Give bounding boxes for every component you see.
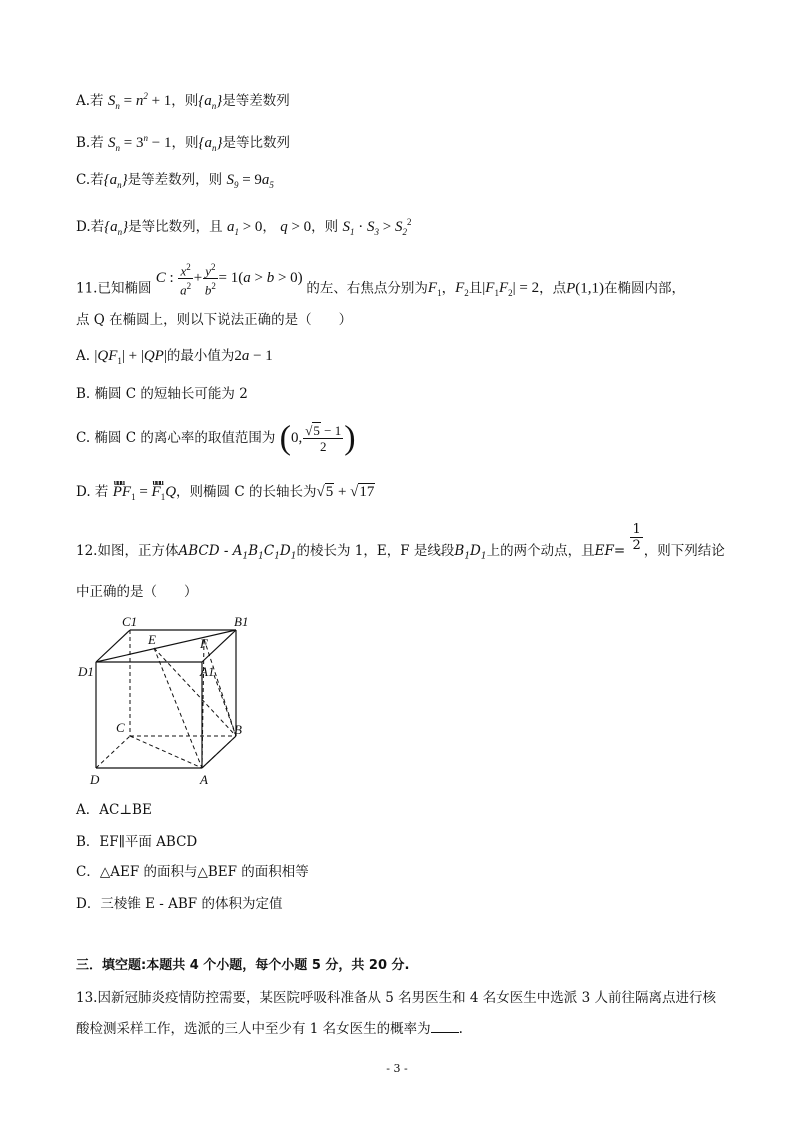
label-b1: B1	[234, 614, 249, 629]
answer-blank	[431, 1018, 459, 1033]
q11-option-d: D. 若 uuu $PF_1$ = uuu $F_1Q$，则椭圆 C 的长轴长为√5 + √17	[76, 482, 375, 507]
q10-b-formula: $S_n = 3^n - 1$	[108, 133, 172, 153]
q11-d-vector-eq: uuu $PF_1$ = uuu $F_1Q$	[113, 484, 176, 500]
q10-a-formula: $S_n = n^2 + 1$	[107, 91, 172, 111]
q10-option-d: D.若$\{a_n\}$是等比数列，且 $a_1 > 0$， q > 0，则 $S_1 \cdot S_3 > S_2^2$	[76, 217, 412, 237]
q11-stem-line2: 点 Q 在椭圆上，则以下说法正确的是（ ）	[76, 312, 353, 328]
q12-option-a: A．AC⊥BE	[76, 802, 152, 818]
q13-line1: 13.因新冠肺炎疫情防控需要，某医院呼吸科准备从 5 名男医生和 4 名女医生中选派 3 人前往隔离点进行核	[76, 990, 716, 1006]
q10-c-formula: $S_9 = 9a_5$	[226, 172, 274, 190]
label-d: D	[90, 772, 100, 787]
q11-option-a: A. $|QF_1| + |QP|$的最小值为2a − 1	[76, 348, 273, 366]
label-f: F	[200, 636, 208, 651]
label-e: E	[148, 632, 156, 647]
q10-option-a: A.若 $S_n = n^2 + 1$，则$\{a_n\}$是等差数列	[76, 91, 290, 111]
label-d1: D1	[78, 664, 94, 679]
q10-option-b: B.若 $S_n = 3^n - 1$，则$\{a_n\}$是等比数列	[76, 133, 290, 153]
q12-stem-line2: 中正确的是（ ）	[76, 584, 198, 600]
q11-ellipse-formula: C : $\frac{x^2}{a^2}$ + $\frac{y^2}{b^2}$ = 1(a > b > 0)	[155, 262, 303, 298]
q11-option-b: B. 椭圆 C 的短轴长可能为 2	[76, 386, 248, 402]
q12-half-fraction: $\frac{1}{2}$	[632, 522, 641, 553]
cube-figure	[74, 610, 254, 790]
q12-stem: 12.如图，正方体ABCD - $A_1B_1C_1D_1$的棱长为 1，E，F 是线段$B_1D_1$上的两个动点，且EF= $\frac{1}{2}$ ，则下列结论	[76, 522, 725, 562]
label-b: B	[234, 722, 242, 737]
q13-line2: 酸检测采样工作，选派的三人中至少有 1 名女医生的概率为 .	[76, 1018, 463, 1039]
q11-option-c: C. 椭圆 C 的离心率的取值范围为 (0, $\frac{√5 - 1}{2}$ )	[76, 419, 356, 457]
q12-option-c: C．△AEF 的面积与△BEF 的面积相等	[76, 864, 309, 880]
q11-stem: 11.已知椭圆 C : $\frac{x^2}{a^2}$ + $\frac{y^2}{b^2}$ = 1(a > b > 0) 的左、右焦点分别为$F_1$，$F_2$且$|F_1F_2| = 2$，点P(1,1)在椭圆内部，	[76, 262, 685, 299]
page-number: - 3 -	[386, 1062, 408, 1075]
label-a1: A1	[200, 664, 215, 679]
q12-option-d: D．三棱锥 E - ABF 的体积为定值	[76, 896, 283, 912]
label-c1: C1	[122, 614, 138, 629]
section-heading: 三．填空题:本题共 4 个小题，每个小题 5 分，共 20 分.	[76, 958, 410, 973]
q11-c-range: (0, $\frac{√5 - 1}{2}$ )	[279, 419, 356, 457]
label-c: C	[116, 720, 125, 735]
label-a: A	[200, 772, 208, 787]
q12-option-b: B．EF∥平面 ABCD	[76, 834, 198, 850]
q10-option-c: C.若$\{a_n\}$是等差数列，则 $S_9 = 9a_5$	[76, 172, 274, 190]
